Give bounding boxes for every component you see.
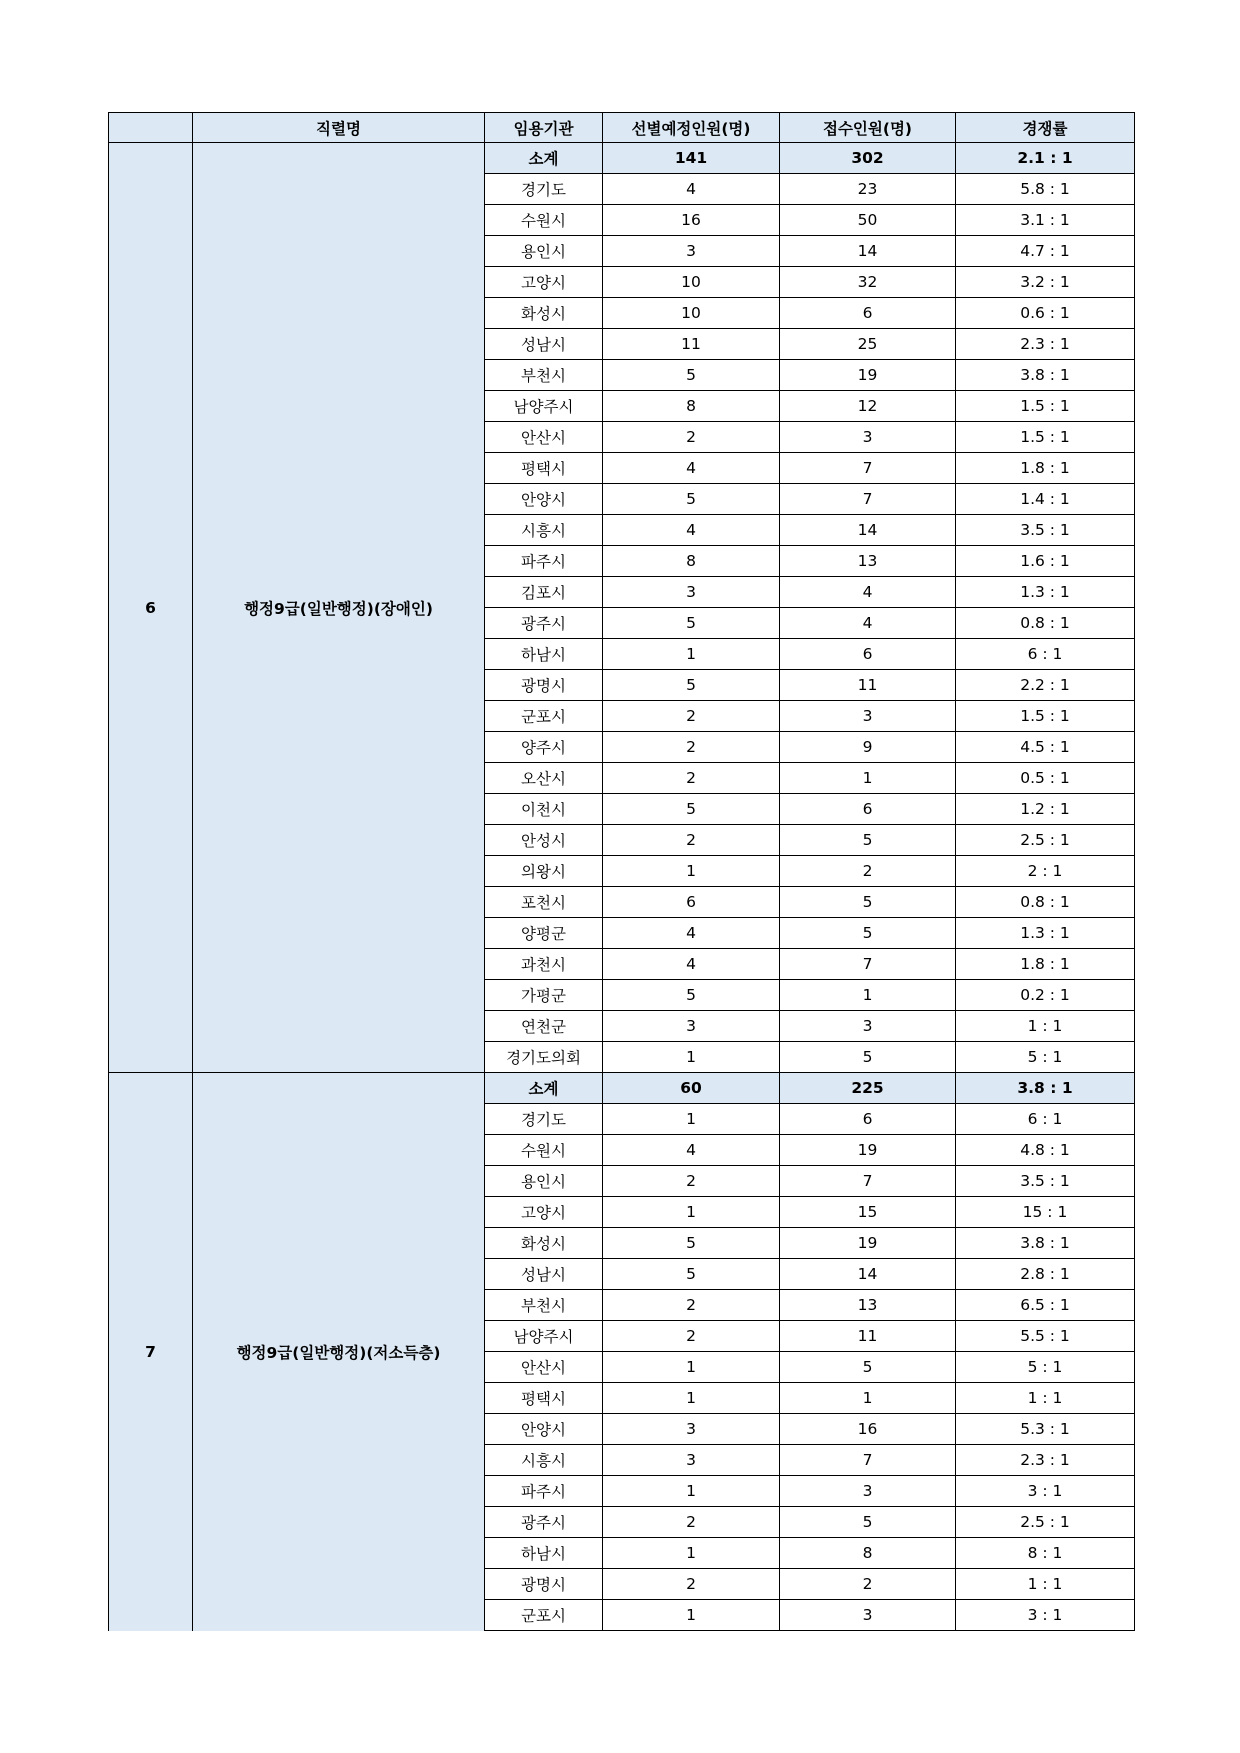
- cell-planned: 2: [603, 1569, 780, 1600]
- cell-ratio: 2.5 : 1: [956, 825, 1135, 856]
- cell-agency: 수원시: [485, 1135, 603, 1166]
- cell-ratio: 2 : 1: [956, 856, 1135, 887]
- cell-agency: 수원시: [485, 205, 603, 236]
- cell-planned: 1: [603, 1042, 780, 1073]
- cell-applicants: 7: [780, 453, 956, 484]
- subtotal-row: [109, 143, 1135, 174]
- cell-applicants: 2: [780, 1569, 956, 1600]
- cell-applicants: 3: [780, 422, 956, 453]
- subtotal-applicants: 302: [780, 143, 956, 174]
- cell-applicants: 11: [780, 670, 956, 701]
- cell-applicants: 3: [780, 1476, 956, 1507]
- position-name: 행정9급(일반행정)(장애인): [193, 143, 485, 1073]
- cell-ratio: 2.2 : 1: [956, 670, 1135, 701]
- cell-ratio: 5 : 1: [956, 1042, 1135, 1073]
- cell-planned: 2: [603, 1321, 780, 1352]
- cell-agency: 고양시: [485, 1197, 603, 1228]
- cell-planned: 2: [603, 1507, 780, 1538]
- cell-agency: 경기도의회: [485, 1042, 603, 1073]
- cell-applicants: 4: [780, 577, 956, 608]
- cell-planned: 3: [603, 577, 780, 608]
- cell-planned: 4: [603, 918, 780, 949]
- cell-planned: 2: [603, 701, 780, 732]
- cell-planned: 3: [603, 1414, 780, 1445]
- cell-agency: 안양시: [485, 484, 603, 515]
- cell-ratio: 2.8 : 1: [956, 1259, 1135, 1290]
- cell-applicants: 13: [780, 546, 956, 577]
- header-no: [109, 113, 193, 143]
- cell-ratio: 3 : 1: [956, 1476, 1135, 1507]
- cell-applicants: 1: [780, 980, 956, 1011]
- cell-planned: 3: [603, 236, 780, 267]
- group-number: 7: [109, 1073, 193, 1631]
- cell-ratio: 0.6 : 1: [956, 298, 1135, 329]
- cell-applicants: 19: [780, 1135, 956, 1166]
- cell-ratio: 1 : 1: [956, 1569, 1135, 1600]
- cell-ratio: 1.3 : 1: [956, 918, 1135, 949]
- cell-agency: 평택시: [485, 1383, 603, 1414]
- cell-agency: 남양주시: [485, 1321, 603, 1352]
- cell-applicants: 6: [780, 1104, 956, 1135]
- position-name: 행정9급(일반행정)(저소득층): [193, 1073, 485, 1631]
- cell-planned: 5: [603, 608, 780, 639]
- cell-applicants: 13: [780, 1290, 956, 1321]
- cell-agency: 평택시: [485, 453, 603, 484]
- cell-ratio: 1.5 : 1: [956, 701, 1135, 732]
- cell-agency: 광주시: [485, 608, 603, 639]
- cell-planned: 2: [603, 1166, 780, 1197]
- cell-agency: 가평군: [485, 980, 603, 1011]
- cell-ratio: 5.8 : 1: [956, 174, 1135, 205]
- cell-planned: 1: [603, 1104, 780, 1135]
- cell-applicants: 7: [780, 1166, 956, 1197]
- cell-ratio: 0.8 : 1: [956, 608, 1135, 639]
- cell-applicants: 7: [780, 484, 956, 515]
- cell-ratio: 5.5 : 1: [956, 1321, 1135, 1352]
- cell-planned: 4: [603, 949, 780, 980]
- cell-planned: 2: [603, 732, 780, 763]
- cell-agency: 용인시: [485, 236, 603, 267]
- cell-ratio: 1.5 : 1: [956, 422, 1135, 453]
- cell-agency: 광주시: [485, 1507, 603, 1538]
- cell-ratio: 15 : 1: [956, 1197, 1135, 1228]
- cell-ratio: 1.8 : 1: [956, 453, 1135, 484]
- table-header-row: [109, 113, 1135, 143]
- cell-planned: 4: [603, 1135, 780, 1166]
- cell-planned: 1: [603, 1352, 780, 1383]
- cell-planned: 2: [603, 422, 780, 453]
- cell-planned: 4: [603, 453, 780, 484]
- cell-planned: 3: [603, 1011, 780, 1042]
- cell-agency: 용인시: [485, 1166, 603, 1197]
- cell-agency: 의왕시: [485, 856, 603, 887]
- subtotal-planned: 60: [603, 1073, 780, 1104]
- cell-applicants: 3: [780, 1600, 956, 1631]
- cell-applicants: 19: [780, 360, 956, 391]
- group-number: 6: [109, 143, 193, 1073]
- cell-applicants: 7: [780, 1445, 956, 1476]
- cell-agency: 성남시: [485, 329, 603, 360]
- cell-planned: 5: [603, 670, 780, 701]
- cell-ratio: 0.8 : 1: [956, 887, 1135, 918]
- cell-planned: 4: [603, 515, 780, 546]
- cell-ratio: 3.8 : 1: [956, 360, 1135, 391]
- cell-applicants: 1: [780, 763, 956, 794]
- cell-agency: 과천시: [485, 949, 603, 980]
- cell-planned: 1: [603, 1538, 780, 1569]
- subtotal-ratio: 3.8 : 1: [956, 1073, 1135, 1104]
- header-planned: 선별예정인원(명): [603, 113, 780, 143]
- cell-planned: 5: [603, 980, 780, 1011]
- cell-ratio: 8 : 1: [956, 1538, 1135, 1569]
- cell-ratio: 1.5 : 1: [956, 391, 1135, 422]
- cell-ratio: 4.8 : 1: [956, 1135, 1135, 1166]
- cell-ratio: 4.5 : 1: [956, 732, 1135, 763]
- cell-ratio: 1.6 : 1: [956, 546, 1135, 577]
- cell-ratio: 3 : 1: [956, 1600, 1135, 1631]
- cell-agency: 시흥시: [485, 1445, 603, 1476]
- cell-applicants: 25: [780, 329, 956, 360]
- cell-planned: 11: [603, 329, 780, 360]
- cell-ratio: 3.8 : 1: [956, 1228, 1135, 1259]
- cell-planned: 5: [603, 1228, 780, 1259]
- cell-agency: 광명시: [485, 1569, 603, 1600]
- cell-ratio: 6.5 : 1: [956, 1290, 1135, 1321]
- cell-agency: 김포시: [485, 577, 603, 608]
- cell-applicants: 6: [780, 794, 956, 825]
- cell-applicants: 3: [780, 1011, 956, 1042]
- cell-agency: 하남시: [485, 1538, 603, 1569]
- subtotal-row: [109, 1073, 1135, 1104]
- cell-agency: 파주시: [485, 1476, 603, 1507]
- cell-applicants: 23: [780, 174, 956, 205]
- cell-planned: 2: [603, 763, 780, 794]
- cell-planned: 8: [603, 546, 780, 577]
- cell-agency: 양주시: [485, 732, 603, 763]
- cell-planned: 2: [603, 1290, 780, 1321]
- cell-applicants: 19: [780, 1228, 956, 1259]
- cell-applicants: 32: [780, 267, 956, 298]
- header-position: 직렬명: [193, 113, 485, 143]
- cell-applicants: 11: [780, 1321, 956, 1352]
- cell-ratio: 0.5 : 1: [956, 763, 1135, 794]
- cell-agency: 포천시: [485, 887, 603, 918]
- cell-ratio: 1.8 : 1: [956, 949, 1135, 980]
- cell-agency: 군포시: [485, 1600, 603, 1631]
- cell-agency: 화성시: [485, 1228, 603, 1259]
- cell-agency: 성남시: [485, 1259, 603, 1290]
- cell-planned: 5: [603, 1259, 780, 1290]
- cell-planned: 1: [603, 639, 780, 670]
- cell-planned: 10: [603, 298, 780, 329]
- cell-applicants: 16: [780, 1414, 956, 1445]
- cell-agency: 이천시: [485, 794, 603, 825]
- subtotal-applicants: 225: [780, 1073, 956, 1104]
- cell-agency: 군포시: [485, 701, 603, 732]
- cell-applicants: 5: [780, 887, 956, 918]
- cell-planned: 1: [603, 1383, 780, 1414]
- cell-agency: 부천시: [485, 360, 603, 391]
- cell-agency: 고양시: [485, 267, 603, 298]
- cell-planned: 8: [603, 391, 780, 422]
- cell-applicants: 7: [780, 949, 956, 980]
- cell-planned: 6: [603, 887, 780, 918]
- cell-applicants: 5: [780, 918, 956, 949]
- cell-ratio: 3.1 : 1: [956, 205, 1135, 236]
- cell-planned: 1: [603, 1476, 780, 1507]
- cell-applicants: 12: [780, 391, 956, 422]
- subtotal-ratio: 2.1 : 1: [956, 143, 1135, 174]
- cell-ratio: 2.3 : 1: [956, 1445, 1135, 1476]
- cell-agency: 안성시: [485, 825, 603, 856]
- cell-agency: 화성시: [485, 298, 603, 329]
- cell-ratio: 3.5 : 1: [956, 515, 1135, 546]
- cell-planned: 10: [603, 267, 780, 298]
- cell-planned: 1: [603, 856, 780, 887]
- cell-planned: 5: [603, 794, 780, 825]
- cell-planned: 1: [603, 1197, 780, 1228]
- cell-ratio: 2.5 : 1: [956, 1507, 1135, 1538]
- header-applicants: 접수인원(명): [780, 113, 956, 143]
- cell-planned: 2: [603, 825, 780, 856]
- cell-applicants: 5: [780, 1507, 956, 1538]
- cell-ratio: 1 : 1: [956, 1383, 1135, 1414]
- subtotal-agency: 소계: [485, 143, 603, 174]
- cell-agency: 양평군: [485, 918, 603, 949]
- cell-ratio: 1.4 : 1: [956, 484, 1135, 515]
- cell-applicants: 5: [780, 1042, 956, 1073]
- cell-agency: 경기도: [485, 1104, 603, 1135]
- cell-applicants: 14: [780, 515, 956, 546]
- cell-agency: 안산시: [485, 422, 603, 453]
- cell-ratio: 3.5 : 1: [956, 1166, 1135, 1197]
- cell-applicants: 4: [780, 608, 956, 639]
- cell-agency: 시흥시: [485, 515, 603, 546]
- cell-agency: 광명시: [485, 670, 603, 701]
- cell-ratio: 6 : 1: [956, 1104, 1135, 1135]
- subtotal-agency: 소계: [485, 1073, 603, 1104]
- subtotal-planned: 141: [603, 143, 780, 174]
- cell-agency: 파주시: [485, 546, 603, 577]
- cell-planned: 1: [603, 1600, 780, 1631]
- cell-applicants: 15: [780, 1197, 956, 1228]
- cell-ratio: 5 : 1: [956, 1352, 1135, 1383]
- cell-agency: 경기도: [485, 174, 603, 205]
- cell-ratio: 1 : 1: [956, 1011, 1135, 1042]
- cell-agency: 하남시: [485, 639, 603, 670]
- cell-ratio: 6 : 1: [956, 639, 1135, 670]
- cell-agency: 안산시: [485, 1352, 603, 1383]
- cell-agency: 남양주시: [485, 391, 603, 422]
- cell-ratio: 1.3 : 1: [956, 577, 1135, 608]
- cell-ratio: 3.2 : 1: [956, 267, 1135, 298]
- cell-ratio: 5.3 : 1: [956, 1414, 1135, 1445]
- cell-applicants: 14: [780, 1259, 956, 1290]
- cell-ratio: 2.3 : 1: [956, 329, 1135, 360]
- cell-applicants: 6: [780, 298, 956, 329]
- cell-applicants: 3: [780, 701, 956, 732]
- header-agency: 임용기관: [485, 113, 603, 143]
- cell-applicants: 9: [780, 732, 956, 763]
- cell-applicants: 50: [780, 205, 956, 236]
- cell-agency: 오산시: [485, 763, 603, 794]
- cell-ratio: 0.2 : 1: [956, 980, 1135, 1011]
- cell-planned: 3: [603, 1445, 780, 1476]
- cell-applicants: 6: [780, 639, 956, 670]
- cell-planned: 5: [603, 360, 780, 391]
- cell-applicants: 14: [780, 236, 956, 267]
- cell-planned: 16: [603, 205, 780, 236]
- cell-agency: 부천시: [485, 1290, 603, 1321]
- cell-planned: 4: [603, 174, 780, 205]
- cell-applicants: 5: [780, 1352, 956, 1383]
- cell-applicants: 8: [780, 1538, 956, 1569]
- cell-applicants: 1: [780, 1383, 956, 1414]
- cell-agency: 안양시: [485, 1414, 603, 1445]
- cell-ratio: 4.7 : 1: [956, 236, 1135, 267]
- header-ratio: 경쟁률: [956, 113, 1135, 143]
- cell-agency: 연천군: [485, 1011, 603, 1042]
- cell-ratio: 1.2 : 1: [956, 794, 1135, 825]
- cell-applicants: 5: [780, 825, 956, 856]
- recruitment-table: [108, 112, 1135, 1631]
- cell-applicants: 2: [780, 856, 956, 887]
- cell-planned: 5: [603, 484, 780, 515]
